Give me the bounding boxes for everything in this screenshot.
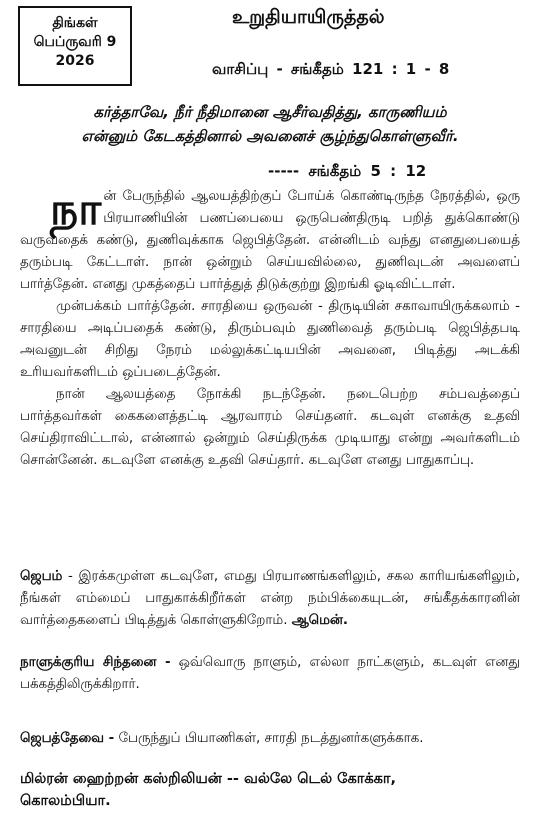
devotion-body	[20, 186, 520, 472]
drop-cap: நா	[50, 184, 102, 235]
prayer-need-label: ஜெபத்தேவை -	[20, 731, 115, 746]
paragraph-2: முன்பக்கம் பார்த்தேன். சாரதியை ஒருவன் - திருடியின் சகாவாயிருக்கலாம் - சாரதியை அடிப்பதைக் கண்டு, திரும்பவும் துணிவைத் தரும்படி ஜெபித்தபடி அவனுடன் சிறிது நேரம் மல்லுக்கட்டியபின் அவனை, பிடித்து அடக்கி உரியவர்களிடம் ஒப்படைத்தேன்.	[20, 299, 520, 380]
paragraph-1	[20, 186, 520, 296]
date-box	[18, 6, 132, 86]
amen-text: ஆமென்.	[291, 613, 348, 628]
prayer-text: - இரக்கமுள்ள கடவுளே, எமது பிரயாணங்களிலும், சகல காரியங்களிலும், நீங்கள் எம்மைப் பாதுகாக்கிறீர்கள் என்ற நம்பிக்கையுடன், சங்கீதக்காரனின் வார்த்தைகளைப் பிடித்துக் கொள்ளுகிறோம்.	[20, 569, 520, 628]
paragraph-3: நான் ஆலயத்தை நோக்கி நடந்தேன். நடைபெற்ற சம்பவத்தைப் பார்த்தவர்கள் கைகளைத்தட்டி ஆரவாரம் செய்தனர். கடவுள் எனக்கு உதவி செய்திராவிட்டால், என்னால் ஒன்றும் செய்திருக்க முடியாது என்று அவர்களிடம் சொன்னேன். கடவுளே எனக்கு உதவி செய்தார். கடவுளே எனது பாதுகாப்பு.	[20, 387, 520, 468]
reading-reference: வாசிப்பு - சங்கீதம் 121 : 1 - 8	[212, 60, 450, 78]
date-year: 2026	[55, 53, 95, 69]
thought-text: ஒவ்வொரு நாளும், எல்லா நாட்களும், கடவுள் எனது பக்கத்திலிருக்கிறார்.	[20, 655, 520, 692]
page-title: உறுதியாயிருத்தல்	[232, 6, 385, 28]
prayer-need-text: பேருந்துப் பியாணிகள், சாரதி நடத்துனர்களுக்காக.	[114, 731, 424, 746]
prayer-need-section	[20, 728, 520, 750]
prayer-label: ஜெபம்	[20, 569, 63, 584]
author-line-1: மில்ரன் ஹைற்றன் கஸ்றிலியன் -- வல்லே டெல் கோக்கா,	[20, 771, 396, 787]
date-weekday: திங்கள்	[52, 15, 98, 31]
prayer-section	[20, 566, 520, 632]
date-month-day: பெப்ருவரி 9	[33, 34, 117, 50]
verse-line-2: என்னும் கேடகத்தினால் அவனைச் சூழ்ந்துகொள்ளுவீர்.	[81, 127, 459, 145]
thought-section	[20, 652, 520, 696]
verse-line-1: கர்த்தாவே, நீர் நீதிமானை ஆசீர்வதித்து, காருணியம்	[93, 103, 447, 121]
author-credit	[20, 768, 520, 812]
key-verse	[20, 100, 520, 148]
paragraph-1-text: ன் பேருந்தில் ஆலயத்திற்குப் போய்க் கொண்டிருந்த நேரத்தில், ஒரு பிரயாணியின் பணப்பையை ஒருபெண்திருடி பறித் துக்கொண்டு வருவதைக் கண்டு, துணிவுக்காக ஜெபித்தேன். என்னிடம் வந்து எனதுபையைத் தரும்படி கேட்டாள். நான் ஒன்றும் செய்யவில்லை, துணிவுடன் அவளைப் பார்த்தேன். எனது முகத்தைப் பார்த்துத் திடுக்குற்று இறங்கி ஓடிவிட்டாள்.	[20, 189, 520, 292]
author-line-2: கொலம்பியா.	[20, 793, 111, 809]
verse-reference: ----- சங்கீதம் 5 : 12	[268, 162, 427, 180]
thought-label: நாளுக்குரிய சிந்தனை -	[20, 655, 171, 670]
